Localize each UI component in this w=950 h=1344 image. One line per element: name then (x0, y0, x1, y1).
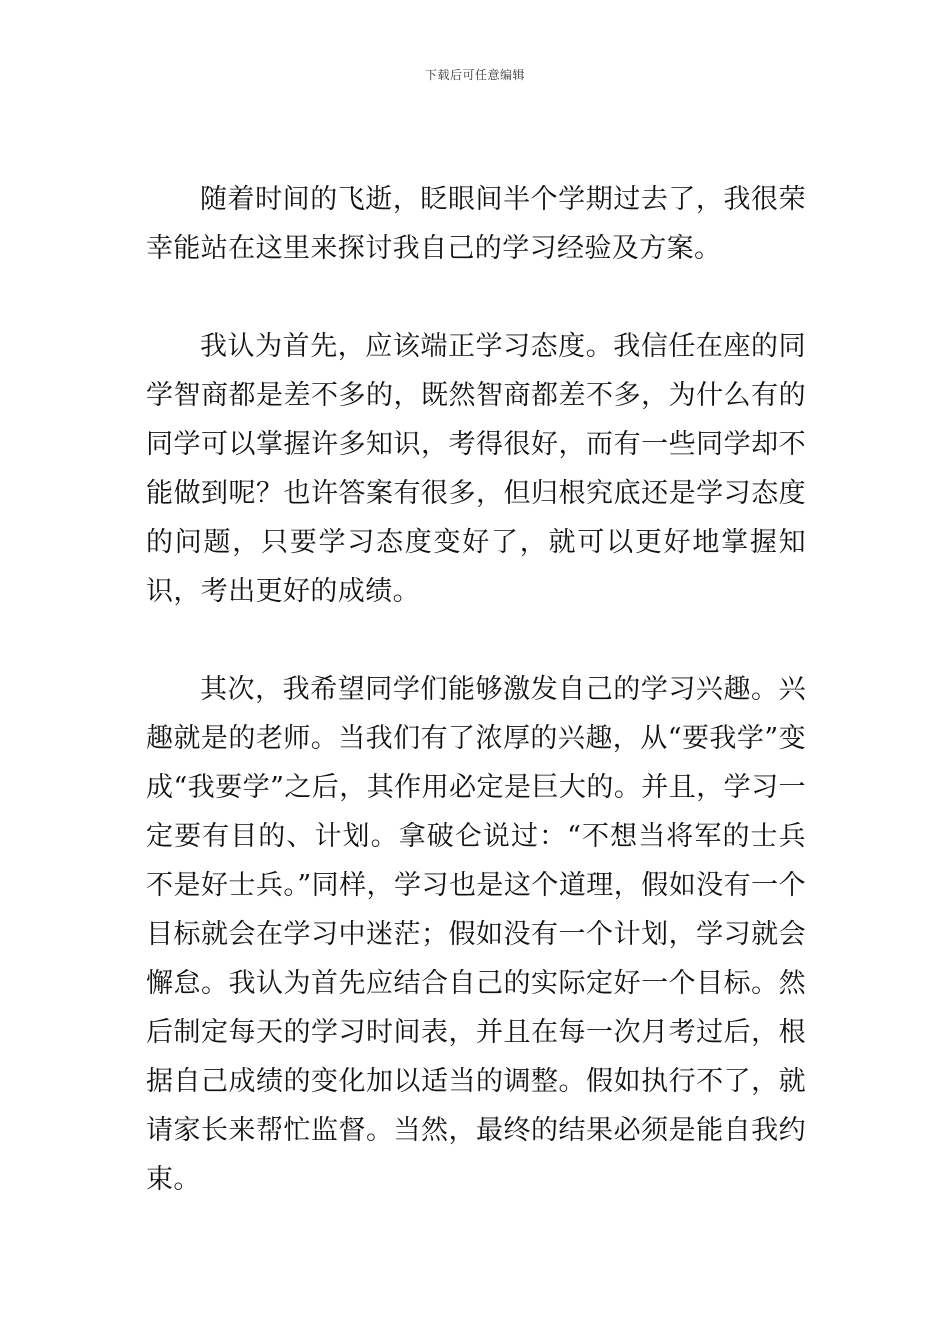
paragraph-interest: 其次，我希望同学们能够激发自己的学习兴趣。兴趣就是的老师。当我们有了浓厚的兴趣，从“要我学”变成“我要学”之后，其作用必定是巨大的。并且，学习一定要有目的、计划。拿破仑说过：“不想当将军的士兵不是好士兵。”同样，学习也是这个道理，假如没有一个目标就会在学习中迷茫；假如没有一个计划，学习就会懈怠。我认为首先应结合自己的实际定好一个目标。然后制定每天的学习时间表，并且在每一次月考过后，根据自己成绩的变化加以适当的调整。假如执行不了，就请家长来帮忙监督。当然，最终的结果必须是能自我约束。 (146, 674, 806, 1195)
header-note: 下载后可任意编辑 (424, 68, 525, 82)
paragraph-attitude: 我认为首先，应该端正学习态度。我信任在座的同学智商都是差不多的，既然智商都差不多，为什么有的同学可以掌握许多知识，考得很好，而有一些同学却不能做到呢？也许答案有很多，但归根究底还是学习态度的问题，只要学习态度变好了，就可以更好地掌握知识，考出更好的成绩。 (146, 331, 806, 607)
document-body (146, 175, 806, 1204)
paragraph-intro: 随着时间的飞逝，眨眼间半个学期过去了，我很荣幸能站在这里来探讨我自己的学习经验及方案。 (146, 184, 806, 264)
